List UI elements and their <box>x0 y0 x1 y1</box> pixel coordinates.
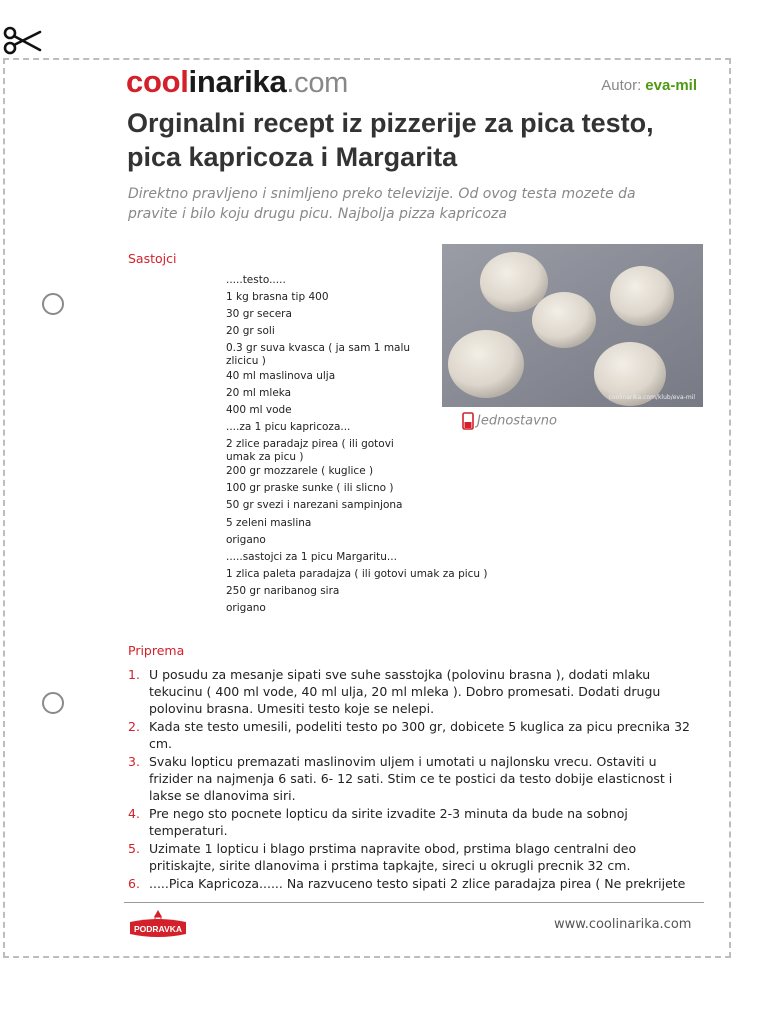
step-number: 3. <box>128 754 140 769</box>
ingredient-item: 400 ml vode <box>226 404 292 416</box>
recipe-photo <box>442 244 703 407</box>
footer-divider <box>124 902 704 903</box>
ingredient-item: 30 gr secera <box>226 308 292 320</box>
dough-balls-image <box>442 244 703 407</box>
brand-text: PODRAVKA <box>133 924 183 934</box>
photo-watermark: coolinarika.com/klub/eva-mil <box>608 394 695 401</box>
step-item <box>124 753 700 804</box>
step-text: Uzimate 1 lopticu i blago prstima napravite obod, prstima blago centralni deo pritiskajte, sirite dlanovima i prstima tapkajte, sireci u okrugli precnik 32 cm. <box>149 841 637 873</box>
logo-part-cool: cool <box>126 64 189 99</box>
ingredient-item: 0.3 gr suva kvasca ( ja sam 1 malu zlicicu ) <box>226 342 411 367</box>
step-number: 4. <box>128 806 140 821</box>
ingredient-item: .....sastojci za 1 picu Margaritu... <box>226 551 397 563</box>
ingredient-item: 250 gr naribanog sira <box>226 585 340 597</box>
preparation-steps <box>124 666 700 893</box>
step-item <box>124 840 700 874</box>
binder-hole-top <box>42 293 64 315</box>
ingredient-item: 40 ml maslinova ulja <box>226 370 336 382</box>
footer-site-url[interactable]: www.coolinarika.com <box>554 917 692 932</box>
ingredient-item: 2 zlice paradajz pirea ( ili gotovi umak za picu ) <box>226 438 394 463</box>
binder-hole-bottom <box>42 692 64 714</box>
step-item <box>124 805 700 839</box>
step-number: 5. <box>128 841 140 856</box>
scissors-icon <box>2 24 44 58</box>
step-number: 1. <box>128 667 140 682</box>
step-text: Svaku lopticu premazati maslinovim uljem i umotati u najlonsku vrecu. Ostaviti u frizider na najmenja 6 sati. 6- 12 sati. Stim ce te postici da testo dobije elasticnost i lakse se dlanovima siri. <box>149 754 673 803</box>
difficulty-indicator <box>462 412 557 430</box>
step-item <box>124 718 700 752</box>
logo-part-inarika: inarika <box>188 64 287 99</box>
step-text: .....Pica Kapricoza...... Na razvuceno testo sipati 2 zlice paradajza pirea ( Ne prekrijete <box>149 876 686 891</box>
ingredient-item: origano <box>226 534 266 546</box>
ingredient-item: 200 gr mozzarele ( kuglice ) <box>226 465 374 477</box>
ingredient-item: 50 gr svezi i narezani sampinjona <box>226 499 403 511</box>
podravka-logo[interactable] <box>126 908 190 942</box>
chef-hat-icon <box>462 412 474 430</box>
ingredient-item: 100 gr praske sunke ( ili slicno ) <box>226 482 394 494</box>
step-item <box>124 875 700 892</box>
step-number: 2. <box>128 719 140 734</box>
step-number: 6. <box>128 876 140 891</box>
step-text: Pre nego sto pocnete lopticu da sirite izvadite 2-3 minuta da bude na sobnoj temperaturi. <box>149 806 628 838</box>
ingredient-item: 1 zlica paleta paradajza ( ili gotovi umak za picu ) <box>226 568 488 580</box>
author-line <box>601 77 697 94</box>
ingredient-item: 5 zeleni maslina <box>226 517 312 529</box>
author-name[interactable]: eva-mil <box>645 77 697 94</box>
ingredient-item: .....testo..... <box>226 274 286 286</box>
difficulty-label: Jednostavno <box>477 413 557 429</box>
logo-part-domain: .com <box>286 67 349 99</box>
site-logo[interactable] <box>126 64 348 101</box>
ingredient-item: ....za 1 picu kapricoza... <box>226 421 351 433</box>
step-text: Kada ste testo umesili, podeliti testo po 300 gr, dobicete 5 kuglica za picu precnika 32 cm. <box>149 719 691 751</box>
step-text: U posudu za mesanje sipati sve suhe sasstojka (polovinu brasna ), dodati mlaku tekucinu ( 400 ml vode, 40 ml ulja, 20 ml mleka ). Dobro promesati. Dodati drugu polovinu brasna. Umesiti testo koje se nelepi. <box>149 667 661 716</box>
ingredient-item: 20 gr soli <box>226 325 275 337</box>
step-item <box>124 666 700 717</box>
recipe-title: Orginalni recept iz pizzerije za pica testo, pica kapricoza i Margarita <box>127 108 654 172</box>
ingredient-item: 20 ml mleka <box>226 387 292 399</box>
ingredient-item: origano <box>226 602 266 614</box>
ingredients-heading: Sastojci <box>128 251 177 266</box>
author-label: Autor: <box>601 77 642 94</box>
recipe-description: Direktno pravljeno i snimljeno preko televizije. Od ovog testa mozete da pravite i bilo koju drugu picu. Najbolja pizza kapricoza <box>128 186 636 222</box>
preparation-heading: Priprema <box>128 643 185 658</box>
ingredient-item: 1 kg brasna tip 400 <box>226 291 329 303</box>
